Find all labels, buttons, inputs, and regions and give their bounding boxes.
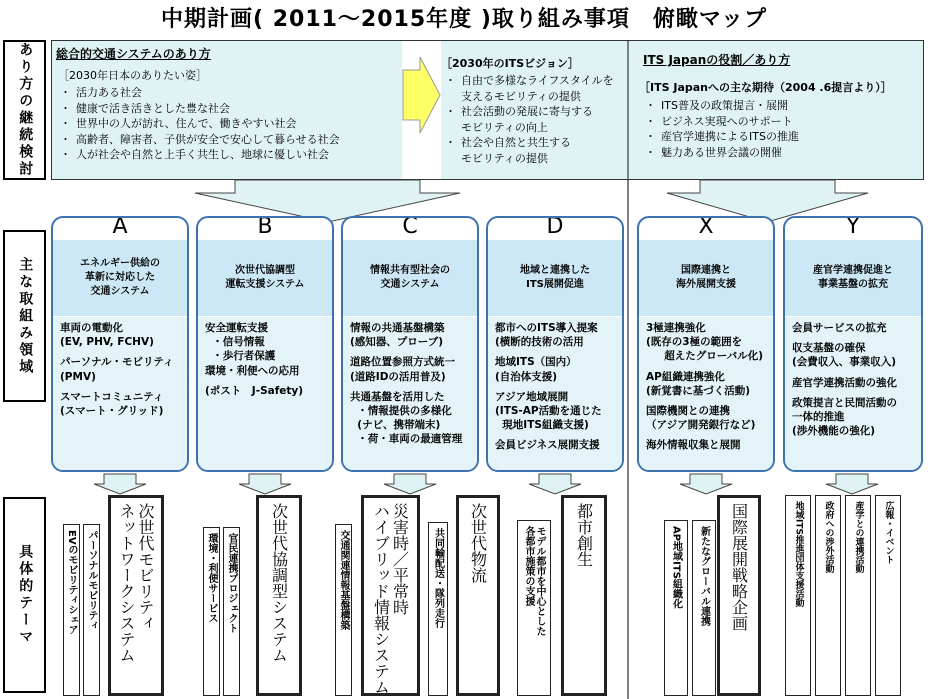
theme-box (63, 524, 80, 696)
theme-label: 政府への渉外活動 (823, 501, 834, 573)
area-line: 超えたグローバル化) (646, 350, 764, 363)
area-line: 3極連携強化 (646, 322, 706, 334)
list-item: ・ ビジネス実現へのサポート (645, 114, 799, 130)
list-item: ・ ITS普及の政策提言・展開 (645, 98, 799, 114)
area-letter: X (698, 216, 714, 239)
transport-list (60, 85, 340, 163)
theme-box (875, 495, 901, 696)
area-heading: 地域と連携した ITS展開促進 (488, 240, 622, 316)
area-line: (自治体支援) (495, 370, 558, 383)
area-line: ・情報提供の多様化 (350, 405, 452, 418)
area-line: 会員サービスの拡充 (792, 322, 887, 334)
area-letter: A (112, 216, 128, 239)
area-line: (新覚書に基づく活動) (646, 384, 751, 397)
theme-box (717, 495, 761, 696)
area-letter: C (402, 216, 418, 239)
theme-label: 交通関連情報基盤構築 (338, 530, 349, 630)
area-line: AP組織連携強化 (646, 370, 725, 383)
area-line: 政策提言と民間活動の (792, 396, 897, 409)
theme-label: 産学との連携活動 (853, 501, 864, 573)
area-line: 産官学連携活動の強化 (792, 376, 897, 389)
area-line: 海外情報収集と展開 (646, 439, 741, 452)
area-card-c (341, 216, 479, 472)
area-card-d (486, 216, 624, 472)
page-title: 中期計画( 2011～2015年度 )取り組み事項 俯瞰マップ (160, 7, 767, 32)
area-line: (横断的技術の活用 (495, 336, 584, 349)
theme-label: パーソナルモビリティ (86, 530, 97, 630)
area-line: 安全運転支援 (205, 322, 268, 334)
area-line: (感知器、プローブ) (350, 336, 444, 349)
theme-label: EVのモビリティシェア (66, 530, 77, 635)
area-line: (EV, PHV, FCHV) (60, 336, 154, 349)
theme-box (692, 520, 716, 696)
theme-box (561, 495, 607, 696)
area-line: スマートコミュニティ (60, 390, 164, 403)
area-line: (既存の3極の範囲を (646, 336, 743, 349)
area-line: 道路位置参照方式統一 (350, 356, 455, 369)
down-arrow-a (94, 474, 146, 494)
theme-box (845, 495, 871, 696)
down-arrow-d (529, 474, 581, 494)
area-line: ・荷・車両の最適管理 (350, 433, 463, 446)
area-line: （アジア開発銀行など) (646, 419, 756, 432)
down-arrow-b (239, 474, 291, 494)
area-line: (スマート・グリッド) (60, 405, 164, 418)
theme-label: 次世代物流 (468, 503, 488, 583)
theme-box (785, 495, 811, 696)
area-line: (ナビ、携帯端末) (350, 419, 441, 432)
area-line: 地域ITS（国内） (495, 356, 577, 369)
list-item: ・ 社会活動の発展に寄与する モビリティの向上 (445, 104, 614, 135)
list-item: ・ 産官学連携によるITSの推進 (645, 129, 799, 145)
row-label-text: 主な取組み領域 (17, 256, 34, 376)
theme-label: 地域ITS推進団体支援活動 (793, 501, 804, 607)
area-line: ・歩行者保護 (205, 350, 276, 363)
area-card-y (783, 216, 923, 472)
theme-label: 新たなグローバル連携 (698, 526, 710, 626)
list-item: ・ 健康で活き活きとした豊な社会 (60, 101, 340, 117)
transport-heading: 総合的交通システムのあり方 (56, 47, 211, 61)
area-line: (道路IDの活用普及) (350, 370, 446, 383)
theme-box (815, 495, 841, 696)
list-item: ・ 自由で多様なライフスタイルを 支えるモビリティの提供 (445, 73, 614, 104)
area-body (785, 317, 921, 470)
vision-list (445, 73, 614, 167)
area-line: 会員ビジネス展開支援 (495, 439, 600, 452)
area-line: 情報の共通基盤構築 (350, 322, 445, 334)
area-line: 現地ITS組織支援) (495, 419, 589, 432)
list-item: ・ 活力ある社会 (60, 85, 340, 101)
theme-box (83, 524, 100, 696)
area-heading: 産官学連携促進と 事業基盤の拡充 (785, 240, 921, 316)
role-subheading: ［ITS Japanへの主な期待（2004 .6提言より）］ (639, 81, 892, 94)
theme-label: AP地域ITS組織化 (670, 526, 682, 609)
theme-box (108, 495, 164, 696)
theme-label: モデル都市を中心とした 各都市施策の支援 (523, 526, 545, 636)
list-item: ・ 世界中の人が訪れ、住んで、働きやすい社会 (60, 116, 340, 132)
theme-label: 次世代モビリティ ネットワークシステム (117, 503, 155, 663)
row-label-text: 具体的テーマ (17, 544, 34, 646)
theme-label: 官民連携プロジェクト (226, 533, 237, 633)
area-line: (PMV) (60, 370, 96, 383)
theme-box (203, 527, 220, 696)
area-line: (渉外機能の強化) (792, 425, 876, 438)
theme-box (335, 524, 352, 696)
its-japan-role-panel (629, 41, 923, 179)
area-heading: 国際連携と 海外展開支援 (639, 240, 773, 316)
area-letter: Y (846, 216, 860, 239)
area-line: アジア地域展開 (495, 390, 569, 403)
transport-panel (52, 41, 402, 179)
area-card-x (637, 216, 775, 472)
area-body (488, 317, 622, 470)
area-line: (ITS-AP活動を通じた (495, 405, 602, 418)
its-vision-panel (441, 41, 627, 179)
theme-box (256, 495, 302, 696)
vision-heading: ［2030年のITSビジョン］ (441, 57, 579, 70)
area-line: 環境・利便への応用 (205, 364, 300, 377)
theme-label: 広報・イベント (883, 501, 894, 564)
theme-box (664, 520, 688, 696)
area-body (343, 317, 477, 470)
area-body (198, 317, 332, 470)
transport-subheading: ［2030年日本のありたい姿］ (58, 69, 207, 82)
down-arrow-y (826, 474, 878, 494)
area-letter: B (257, 216, 273, 239)
area-line: 一体的推進 (792, 411, 845, 424)
list-item: ・ 高齢者、障害者、子供が安全で安心して暮らせる社会 (60, 132, 340, 148)
theme-box (456, 495, 500, 696)
theme-label: 環境・利便サービス (206, 533, 217, 623)
theme-box (517, 520, 551, 696)
area-heading: エネルギー供給の 革新に対応した 交通システム (53, 240, 187, 316)
list-item: ・ 人が社会や自然と上手く共生し、地球に優しい社会 (60, 147, 340, 163)
area-line: 国際機関との連携 (646, 405, 730, 418)
row-label-text: あり方の継続検討 (17, 42, 34, 178)
list-item: ・ 社会や自然と共生する モビリティの提供 (445, 135, 614, 166)
role-heading: ITS Japanの役割／あり方 (643, 53, 791, 67)
theme-box (361, 495, 420, 696)
area-line: 共通基盤を活用した (350, 390, 445, 403)
down-arrow-x (680, 474, 732, 494)
area-line: 収支基盤の確保 (792, 342, 866, 355)
area-body (639, 317, 773, 470)
down-arrow-c (384, 474, 436, 494)
area-line: 都市へのITS導入提案 (495, 322, 598, 334)
theme-label: 災害時／平常時 ハイブリッド情報システム (371, 503, 410, 695)
role-list (645, 98, 799, 160)
theme-label: 次世代協調型システム (269, 503, 289, 663)
area-letter: D (546, 216, 564, 239)
area-line: (会費収入、事業収入) (792, 356, 897, 369)
area-heading: 情報共有型社会の 交通システム (343, 240, 477, 316)
theme-box (428, 522, 448, 696)
area-line: (ポスト J-Safety) (205, 384, 304, 397)
area-body (53, 317, 187, 470)
theme-box (223, 527, 240, 696)
area-card-b (196, 216, 334, 472)
area-line: パーソナル・モビリティ (60, 356, 174, 369)
area-line: 車両の電動化 (60, 322, 123, 334)
area-card-a (51, 216, 189, 472)
area-line: ・信号情報 (205, 336, 265, 349)
theme-label: 共同輸配送・隊列走行 (432, 528, 444, 628)
theme-label: 国際展開戦略企画 (729, 503, 749, 631)
area-heading: 次世代協調型 運転支援システム (198, 240, 332, 316)
list-item: ・ 魅力ある世界会議の開催 (645, 145, 799, 161)
theme-label: 都市創生 (574, 503, 594, 567)
